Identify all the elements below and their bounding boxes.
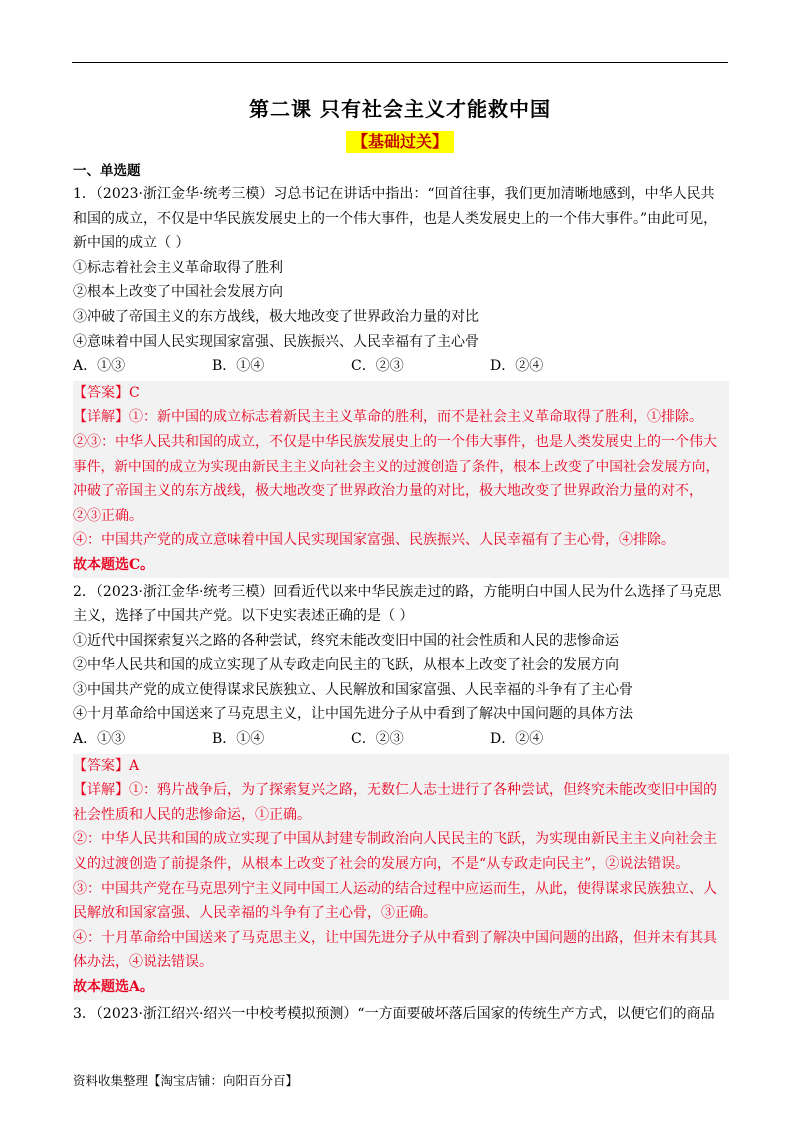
statement-line: ②根本上改变了中国社会发展方向	[73, 284, 283, 301]
detail-line: ②③正确。	[73, 507, 143, 524]
answer-label: 【答案】C	[73, 384, 140, 401]
detail-line: 民解放和国家富强、人民幸福的斗争有了主心骨，③正确。	[73, 905, 437, 922]
option-d: D．②④	[490, 731, 544, 748]
header-rule	[72, 62, 728, 63]
badge-container	[0, 131, 800, 153]
option-a: A．①③	[73, 731, 126, 748]
answer-options	[73, 727, 729, 752]
detail-line: 社会性质和人民的悲惨命运，①正确。	[73, 806, 311, 823]
question-stem-line: 主义，选择了中国共产党。以下史实表述正确的是（ ）	[73, 608, 414, 625]
option-b: B．①④	[212, 358, 265, 375]
statement-line: ③冲破了帝国主义的东方战线，极大地改变了世界政治力量的对比	[73, 308, 479, 325]
detail-line: 义的过渡创造了前提条件，从根本上改变了社会的发展方向，不是“从专政走向民主”，②说法错误。	[73, 856, 690, 873]
detail-line: 【详解】①：鸦片战争后，为了探索复兴之路，无数仁人志士进行了各种尝试，但终究未能改变旧中国的	[73, 782, 717, 799]
question-stem-line: 新中国的成立（ ）	[73, 235, 190, 252]
page-footer: 资料收集整理【淘宝店铺：向阳百分百】	[73, 1073, 299, 1088]
option-b: B．①④	[212, 731, 265, 748]
answer-options	[73, 354, 729, 379]
page-title: 第二课 只有社会主义才能救中国	[249, 97, 551, 121]
statement-line: ④十月革命给中国送来了马克思主义，让中国先进分子从中看到了解决中国问题的具体方法	[73, 706, 633, 723]
section-badge: 【基础过关】	[346, 131, 454, 153]
statement-line: ③中国共产党的成立使得谋求民族独立、人民解放和国家富强、人民幸福的斗争有了主心骨	[73, 681, 633, 698]
question-3	[73, 1002, 729, 1027]
detail-line: 冲破了帝国主义的东方战线，极大地改变了世界政治力量的对比，极大地改变了世界政治力量的对不，	[73, 483, 703, 500]
statement-line: ②中华人民共和国的成立实现了从专政走向民主的飞跃，从根本上改变了社会的发展方向	[73, 657, 619, 674]
detail-line: ③：中国共产党在马克思列宁主义同中国工人运动的结合过程中应运而生，从此，使得谋求民族独立、人	[73, 880, 717, 897]
option-c: C．②③	[351, 731, 404, 748]
detail-line: ②：中华人民共和国的成立实现了中国从封建专制政治向人民民主的飞跃，为实现由新民主主义向社会主	[73, 831, 717, 848]
detail-line: ②③：中华人民共和国的成立，不仅是中华民族发展史上的一个伟大事件，也是人类发展史上的一个伟大	[73, 433, 717, 450]
question-stem-line: 3．（2023·浙江绍兴·绍兴一中校考模拟预测）“一方面要破坏落后国家的传统生产方式，以便它们的商品	[73, 1005, 715, 1022]
question-2	[73, 580, 729, 1000]
answer-label: 【答案】A	[73, 757, 140, 774]
detail-line: 事件，新中国的成立为实现由新民主主义向社会主义的过渡创造了条件，根本上改变了中国社会发展方向，	[73, 458, 720, 475]
answer-explanation-box	[73, 754, 729, 1000]
option-d: D．②④	[490, 358, 544, 375]
detail-line: 体办法，④说法错误。	[73, 954, 213, 971]
question-stem-line: 1．（2023·浙江金华·统考三模）习总书记在讲话中指出：“回首往事，我们更加清晰地感到，中华人民共	[73, 186, 715, 202]
statement-line: ①近代中国探索复兴之路的各种尝试，终究未能改变旧中国的社会性质和人民的悲惨命运	[73, 632, 619, 649]
conclusion-line: 故本题选C。	[73, 556, 155, 573]
conclusion-line: 故本题选A。	[73, 979, 154, 995]
answer-explanation-box	[73, 381, 729, 578]
option-c: C．②③	[351, 358, 404, 375]
detail-line: ④：中国共产党的成立意味着中国人民实现国家富强、民族振兴、人民幸福有了主心骨，④排除。	[73, 532, 675, 549]
statement-line: ④意味着中国人民实现国家富强、民族振兴、人民幸福有了主心骨	[73, 333, 479, 350]
section-heading: 一、单选题	[73, 163, 141, 179]
question-stem-line: 和国的成立，不仅是中华民族发展史上的一个伟大事件，也是人类发展史上的一个伟大事件。”由此可见，	[73, 210, 718, 227]
question-1	[73, 182, 729, 578]
option-a: A．①③	[73, 358, 126, 375]
content-body	[73, 160, 729, 1026]
question-stem-line: 2．（2023·浙江金华·统考三模）回看近代以来中华民族走过的路，方能明白中国人民为什么选择了马克思	[73, 583, 722, 600]
detail-line: 【详解】①：新中国的成立标志着新民主主义革命的胜利，而不是社会主义革命取得了胜利，①排除。	[73, 409, 703, 426]
detail-line: ④：十月革命给中国送来了马克思主义，让中国先进分子从中看到了解决中国问题的出路，但并未有其具	[73, 929, 717, 946]
statement-line: ①标志着社会主义革命取得了胜利	[73, 259, 283, 276]
